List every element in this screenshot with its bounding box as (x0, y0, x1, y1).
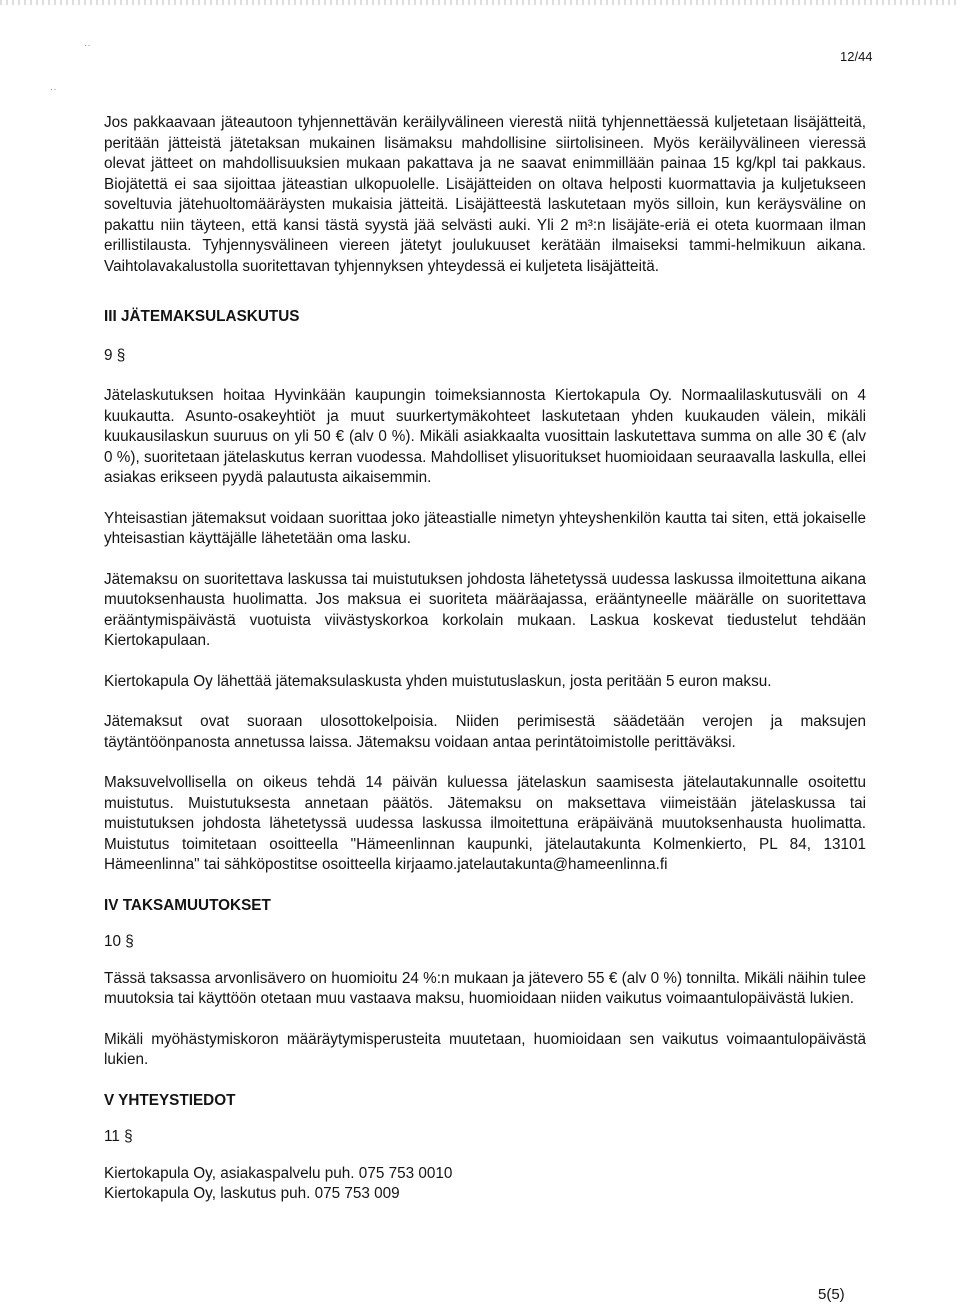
document-body (104, 113, 866, 1205)
paragraph-payment-due: Jätemaksu on suoritettava laskussa tai muistutuksen johdosta lähetetyssä uudessa laskussa ilmoitettuna aikana muutoksenhausta huolimatta. Jos maksua ei suoriteta määräajassa, erääntyneelle määrälle on suoritettava erääntymispäivästä vuotuista viivästyskorkoa korkolain mukaan. Laskua koskevat tiedustelut tehdään Kiertokapulaan. (104, 570, 866, 649)
paragraph-objection: Maksuvelvollisella on oikeus tehdä 14 päivän kuluessa jätelaskun saamisesta jätelautakunnalle osoitettu muistutus. Muistutuksesta annetaan päätös. Jätemaksu on maksettava viimeistään jätelaskussa tai muistutuksen johdosta lähetetyssä uudessa laskussa ilmoitettuna eräpäivänä muutoksenhausta huolimatta. Muistutus toimitetaan osoitteella "Hämeenlinnan kaupunki, jätelautakunta Kolmenkierto, PL 84, 13101 Hämeenlinna" tai sähköpostitse osoitteella kirjaamo.jatelautakunta@hameenlinna.fi (104, 774, 866, 873)
paragraph-additional-waste: Jos pakkaavaan jäteautoon tyhjennettävän keräilyvälineen vierestä niitä tyhjennettäessä kuljetetaan lisäjätteitä, peritään jätteistä jätetaksan mukainen lisämaksu mahdollisine siirtolisineen. Myös keräilyvälineen vieressä olevat jätteet on mahdollisuuksien mukaan pakattava ja ne saavat enimmillään painaa 15 kg/kpl tai pakkaus. Biojätettä ei saa sijoittaa jäteastian ulkopuolelle. Lisäjätteiden on oltava helposti kuormattavia ja kuljetukseen soveltuvia jätehuoltomääräysten mukaisia jätteitä. Lisäjätteestä laskutetaan myös silloin, kun keräysväline on pakattu niin täyteen, että kansi tästä syystä jää selvästi auki. Yli 2 m³:n lisäjäte-eriä ei oteta kuormaan ilman erillistilausta. Tyhjennysvälineen viereen jätetyt joulukuuset kerätään ilmaiseksi tammi-helmikuun aikana. Vaihtolavakalustolla suoritettavan tyhjennyksen yhteydessä ei kuljeteta lisäjätteitä. (104, 114, 866, 275)
paragraph-enforcement: Jätemaksut ovat suoraan ulosottokelpoisia. Niiden perimisestä säädetään verojen ja maksujen täytäntöönpanosta annetussa laissa. Jätemaksu voidaan antaa perintätoimistolle perittäväksi. (104, 713, 866, 751)
heading-waste-billing: III JÄTEMAKSULASKUTUS (104, 308, 300, 325)
paragraph-vat: Tässä taksassa arvonlisävero on huomioitu 24 %:n mukaan ja jätevero 55 € (alv 0 %) tonnilta. Mikäli näihin tulee muutoksia tai käyttöön otetaan muu vastaava maksu, huomioidaan niiden vaikutus voimaantulopäivästä lukien. (104, 969, 866, 1007)
paragraph-shared-container: Yhteisastian jätemaksut voidaan suorittaa joko jäteastialle nimetyn yhteyshenkilön kautta tai siten, että jokaiselle yhteisastian käyttäjälle lähetetään oma lasku. (104, 509, 866, 547)
heading-tariff-changes: IV TAKSAMUUTOKSET (104, 896, 271, 914)
page-number: 12/44 (840, 49, 873, 64)
scan-edge-line (0, 0, 960, 5)
section-11: 11 § (104, 1128, 133, 1145)
scan-speck: ·· (84, 40, 91, 51)
contact-billing: Kiertokapula Oy, laskutus puh. 075 753 009 (104, 1185, 400, 1202)
paragraph-billing-interval: Jätelaskutuksen hoitaa Hyvinkään kaupungin toimeksiannosta Kiertokapula Oy. Normaalilaskutusväli on 4 kuukautta. Asunto-osakeyhtiöt ja muut suurkertymäkohteet laskutetaan yhden kuukauden välein, mikäli kuukausilaskun suuruus on yli 50 € (alv 0 %). Mikäli asiakkaalta vuosittain laskutettava summa on alle 30 € (alv 0 %), suoritetaan jätelaskutus kerran vuodessa. Mahdolliset ylisuoritukset huomioidaan seuraavalla laskulla, ellei asiakas erikseen pyydä palautusta aikaisemmin. (104, 387, 866, 486)
contact-customer-service: Kiertokapula Oy, asiakaspalvelu puh. 075 753 0010 (104, 1164, 453, 1182)
footer-page-label: 5(5) (818, 1286, 845, 1303)
section-9: 9 § (104, 346, 126, 364)
section-10: 10 § (104, 933, 134, 950)
scan-speck: ·· (50, 84, 57, 95)
paragraph-interest-change: Mikäli myöhästymiskoron määräytymisperusteita muutetaan, huomioidaan sen vaikutus voimaantulopäivästä lukien. (104, 1030, 866, 1068)
paragraph-reminder-fee: Kiertokapula Oy lähettää jätemaksulaskusta yhden muistutuslaskun, josta peritään 5 euron maksu. (104, 672, 772, 690)
heading-contact-info: V YHTEYSTIEDOT (104, 1091, 236, 1109)
